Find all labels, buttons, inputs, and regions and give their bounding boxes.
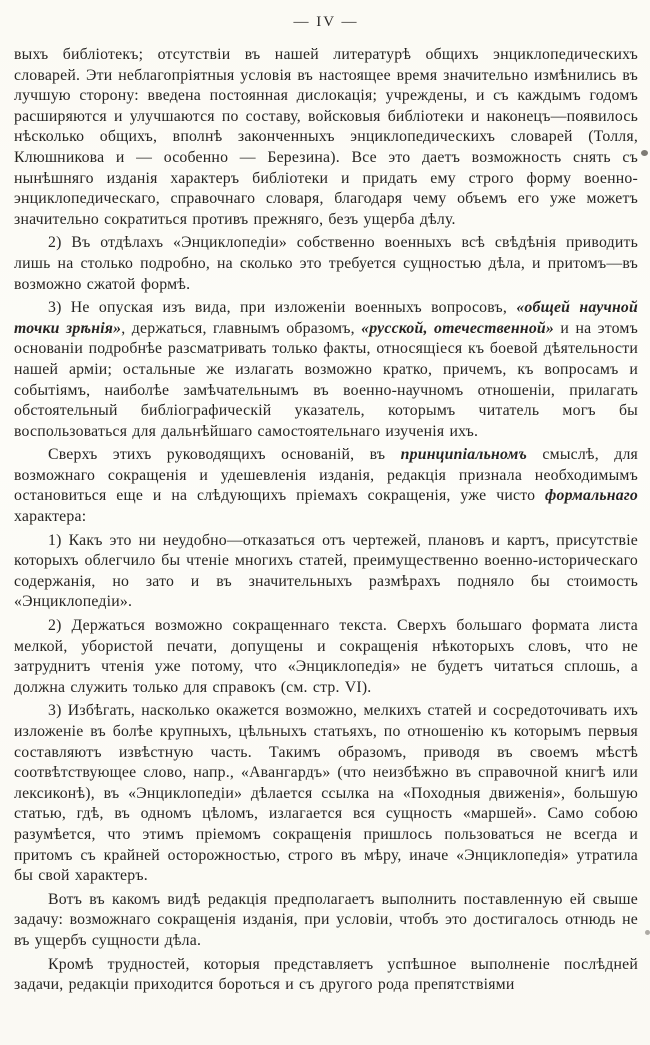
italic-emphasis-text: «русской, отечественной»: [361, 319, 555, 337]
text-segment: 3) Не опуская изъ вида, при изложеніи военныхъ вопросовъ,: [48, 299, 517, 317]
text-segment: , держаться, главнымъ образомъ,: [121, 319, 362, 337]
paragraph: [14, 445, 638, 527]
text-segment: характера:: [14, 508, 87, 526]
text-segment: выхъ библіотекъ; отсутствіи въ нашей литературѣ общихъ энциклопедическихъ словарей. Эти неблагопріятныя условія въ настоящее время значительно измѣнились въ лучшую сторону: введена постоянная дислокація; учреждены, и съ каждымъ годомъ расширяются и улучшаются по составу, войсковыя библіотеки и наконецъ—появилось нѣсколько общихъ, вполнѣ законченныхъ энциклопедическихъ словарей (Толля, Клюшникова и — особенно — Березина). Все это даетъ возможность снять съ нынѣшняго изданія характеръ библіотеки и придать ему строго форму военно-энциклопедическаго, справочнаго словаря, благодаря чему объемъ его уже можетъ значительно сократиться противъ прежняго, безъ ущерба дѣлу.: [14, 46, 638, 228]
text-segment: Кромѣ трудностей, которыя представляетъ успѣшное выполненіе послѣдней задачи, редакціи приходится бороться и съ другого рода препятствіями: [14, 955, 638, 994]
italic-emphasis-text: формальнаго: [545, 487, 638, 505]
text-segment: 2) Держаться возможно сокращеннаго текста. Сверхъ большаго формата листа мелкой, убористой печати, допущены и сокращенія нѣкоторыхъ словъ, что не затруднитъ чтенія уже потому, что «Энциклопедія» не будетъ читаться сплошь, а должна служить только для справокъ (см. стр. VI).: [14, 617, 638, 696]
text-segment: и на этомъ основаніи подробнѣе разсматривать только факты, относящіеся къ боевой дѣятельности нашей арміи; остальные же излагать возможно кратко, причемъ, къ вопросамъ и событіямъ, наиболѣе замѣчательнымъ въ военно-научномъ отношеніи, прилагать обстоятельный библіографическій указатель, которымъ читатель могъ бы воспользоваться для дальнѣйшаго самостоятельнаго изученія ихъ.: [14, 319, 638, 440]
italic-emphasis-text: «общей научной точки зрѣнія»: [14, 299, 639, 337]
paragraph: [14, 955, 638, 996]
paragraph: [14, 616, 638, 698]
page-text: [14, 45, 638, 996]
paragraph: [14, 701, 638, 886]
italic-emphasis-text: принципіальномъ: [400, 446, 528, 464]
text-segment: Сверхъ этихъ руководящихъ основаній, въ: [48, 446, 401, 464]
text-segment: 2) Въ отдѣлахъ «Энциклопедіи» собственно военныхъ всѣ свѣдѣнія приводить лишь на столько подробно, на сколько это требуется сущностью дѣла, и притомъ—въ возможно сжатой формѣ.: [14, 234, 638, 293]
scan-blemish: [641, 150, 648, 156]
text-segment: Вотъ въ какомъ видѣ редакція предполагаетъ выполнить поставленную ей свыше задачу: возможнаго сокращенія изданія, при условіи, чтобъ это достигалось отнюдь не въ ущербъ сущности дѣла.: [14, 890, 638, 949]
text-segment: 3) Избѣгать, насколько окажется возможно, мелкихъ статей и сосредоточивать ихъ изложеніе въ болѣе крупныхъ, цѣльныхъ статьяхъ, по отношенію къ которымъ первыя составляютъ извѣстную часть. Такимъ образомъ, приводя въ своемъ мѣстѣ соотвѣтствующее слово, напр., «Авангардъ» (что неизбѣжно въ справочной книгѣ или лексиконѣ), въ «Энциклопедіи» дѣлается ссылка на «Походныя движенія», большую статью, гдѣ, въ одномъ цѣломъ, излагается вся сущность «маршей». Само собою разумѣется, что этимъ пріемомъ сокращенія пришлось пользоваться не всегда и притомъ съ крайней осторожностью, строго въ мѣру, иначе «Энциклопедія» утратила бы свой характеръ.: [14, 702, 638, 885]
paragraph: [14, 890, 638, 952]
text-segment: смыслѣ, для возможнаго сокращенія и удешевленія изданія, редакція признала необходимымъ остановиться еще и на слѣдующихъ пріемахъ сокращенія, уже чисто: [14, 446, 638, 505]
paragraph: [14, 298, 638, 442]
scan-blemish: [645, 930, 650, 935]
page-number-header: — IV —: [293, 14, 359, 30]
text-segment: 1) Какъ это ни неудобно—отказаться отъ чертежей, плановъ и картъ, присутствіе которыхъ облегчило бы чтеніе многихъ статей, преимущественно военно-историческаго содержанія, но зато и въ значительныхъ размѣрахъ подняло бы стоимость «Энциклопедіи».: [14, 531, 638, 611]
paragraph: [14, 531, 638, 613]
paragraph: [14, 233, 638, 295]
paragraph: [14, 45, 638, 230]
